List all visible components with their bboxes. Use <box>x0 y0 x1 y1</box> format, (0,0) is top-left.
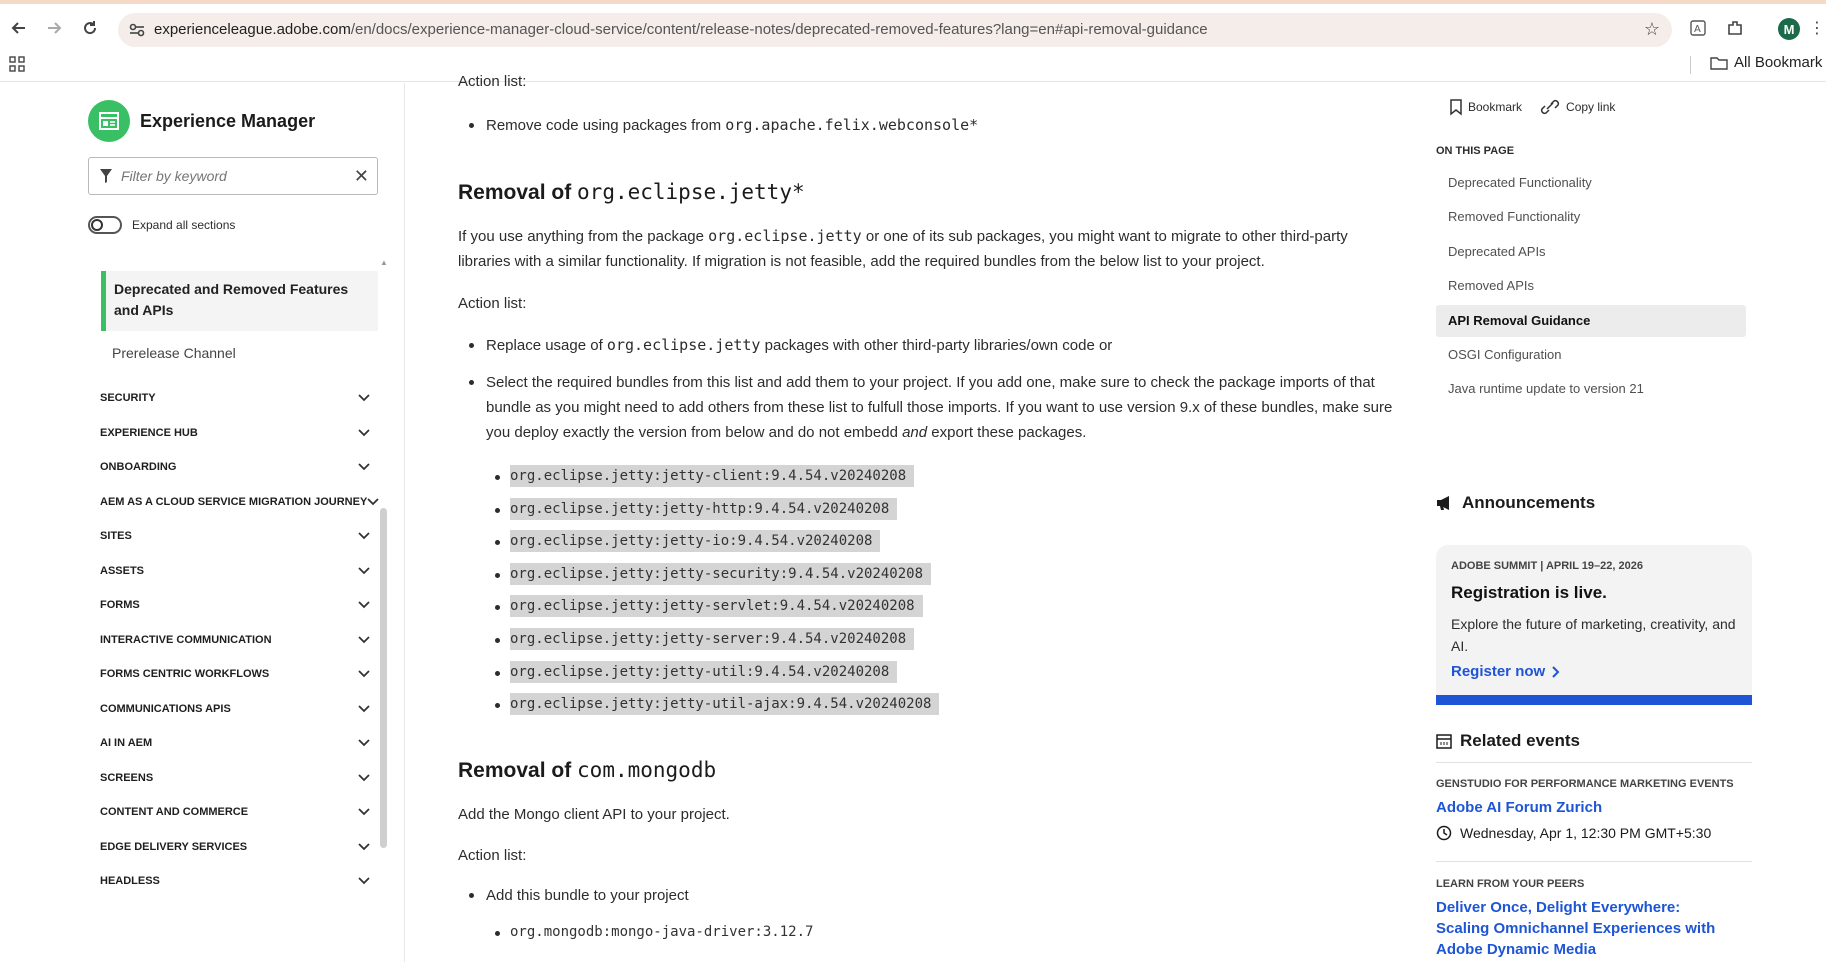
chevron-down-icon[interactable] <box>358 670 370 678</box>
chevron-down-icon[interactable] <box>358 739 370 747</box>
clock-icon <box>1436 825 1452 841</box>
related-events-label: Related events <box>1460 731 1580 750</box>
menu-icon[interactable]: ⋮ <box>1809 20 1825 37</box>
register-now-link[interactable] <box>1451 663 1559 680</box>
sidebar-section-label: SECURITY <box>100 392 156 404</box>
page-actions <box>1450 98 1615 116</box>
bundle-code: org.eclipse.jetty:jetty-servlet:9.4.54.v20240208 <box>510 595 923 617</box>
sidebar-item-prerelease-channel[interactable]: Prerelease Channel <box>112 345 236 361</box>
heading-code: com.mongodb <box>577 758 717 782</box>
divider <box>1436 861 1752 862</box>
promo-eyebrow: ADOBE SUMMIT | APRIL 19–22, 2026 <box>1451 560 1643 572</box>
sidebar-section-onboarding[interactable] <box>100 456 370 478</box>
bundle-code: org.eclipse.jetty:jetty-util:9.4.54.v20240208 <box>510 661 897 683</box>
back-icon[interactable] <box>5 14 33 42</box>
chevron-down-icon[interactable] <box>358 567 370 575</box>
sidebar-item-deprecated-removed[interactable]: Deprecated and Removed Features and APIs <box>101 271 378 331</box>
sidebar-section-interactive-communication[interactable] <box>100 629 370 651</box>
announcements-heading <box>1436 493 1595 513</box>
forward-icon[interactable] <box>40 14 68 42</box>
toc-link-api-removal-guidance[interactable]: API Removal Guidance <box>1436 305 1746 337</box>
chevron-down-icon[interactable] <box>358 808 370 816</box>
mongo-action-list <box>458 883 1358 908</box>
heading-removal-jetty <box>458 180 1358 205</box>
sidebar-section-label: SCREENS <box>100 771 154 784</box>
para-text: or one of its sub packages, you might want to migrate to other third-party libraries with a similar functionality. If migration is not feasible, add the required bundles from the below list to your project. <box>458 228 1348 270</box>
sidebar-section-label: CONTENT AND COMMERCE <box>100 806 249 818</box>
sidebar-section-screens[interactable] <box>100 767 370 789</box>
all-bookmarks-button[interactable] <box>1710 54 1822 71</box>
bundle-code: org.eclipse.jetty:jetty-security:9.4.54.v20240208 <box>510 563 931 585</box>
heading-removal-mongodb <box>458 758 1358 783</box>
sidebar-scrollbar[interactable] <box>380 508 387 848</box>
sidebar-section-communications-apis[interactable] <box>100 698 370 720</box>
sidebar-section-headless[interactable] <box>100 870 370 892</box>
bookmark-label: Bookmark <box>1468 100 1523 114</box>
sidebar-section-label: EDGE DELIVERY SERVICES <box>100 840 248 853</box>
list-item <box>458 370 1403 445</box>
chevron-down-icon[interactable] <box>358 843 370 851</box>
divider <box>1436 762 1752 763</box>
heading-text: Removal of <box>458 759 578 782</box>
sidebar-section-forms[interactable] <box>100 594 370 616</box>
chevron-down-icon[interactable] <box>358 463 370 471</box>
sidebar-section-label: EXPERIENCE HUB <box>100 426 198 439</box>
on-this-page-title: ON THIS PAGE <box>1436 145 1515 157</box>
bundle-list-item <box>458 561 939 594</box>
heading-code: org.eclipse.jetty* <box>577 180 805 204</box>
bookmarks-bar <box>0 48 1826 82</box>
event-category: GENSTUDIO FOR PERFORMANCE MARKETING EVENTS <box>1436 778 1734 790</box>
bundle-list-item <box>458 496 939 529</box>
toc-link-deprecated-functionality[interactable]: Deprecated Functionality <box>1448 175 1592 190</box>
chevron-down-icon[interactable] <box>358 429 370 437</box>
register-now-label: Register now <box>1451 663 1546 680</box>
sidebar-section-security[interactable] <box>100 387 370 409</box>
sidebar-section-ai-in-aem[interactable] <box>100 732 370 754</box>
promo-accent-bar <box>1436 695 1752 705</box>
chevron-right-icon <box>1551 666 1559 678</box>
copy-link-button[interactable] <box>1540 98 1615 116</box>
bookmark-button[interactable] <box>1450 99 1522 115</box>
browser-toolbar <box>0 4 1826 48</box>
list-text: Add this bundle to your project <box>486 887 689 904</box>
apps-grid-icon[interactable] <box>9 56 25 72</box>
sidebar-section-label: SITES <box>100 530 132 542</box>
para-text: If you use anything from the package <box>458 228 709 245</box>
right-rail <box>1416 83 1826 962</box>
sidebar-section-label: HEADLESS <box>100 875 160 887</box>
event-title-link[interactable]: Adobe AI Forum Zurich <box>1436 799 1603 816</box>
expand-all-toggle-row[interactable] <box>88 216 235 234</box>
bundle-code: org.eclipse.jetty:jetty-io:9.4.54.v20240208 <box>510 530 880 552</box>
list-text: packages with other third-party libraries/own code or <box>760 337 1113 354</box>
chevron-down-icon[interactable] <box>358 601 370 609</box>
bundle-code: org.eclipse.jetty:jetty-server:9.4.54.v20240208 <box>510 628 914 650</box>
experience-manager-logo-icon <box>88 100 130 142</box>
bundle-code: org.mongodb:mongo-java-driver:3.12.7 <box>510 924 814 940</box>
toc-link-removed-functionality[interactable]: Removed Functionality <box>1448 209 1581 225</box>
inline-code: org.apache.felix.webconsole* <box>725 116 979 134</box>
sidebar-section-label: ASSETS <box>100 564 145 577</box>
all-bookmarks-label: All Bookmark <box>1734 54 1823 71</box>
sidebar-section-label: AI IN AEM <box>100 737 153 749</box>
event-title-link[interactable]: Deliver Once, Delight Everywhere: Scaling Omnichannel Experiences with Adobe Dynamic Media <box>1436 899 1716 958</box>
list-item <box>458 919 813 952</box>
emphasis-text: and <box>902 424 928 441</box>
reload-icon[interactable] <box>76 14 104 42</box>
list-text: Remove code using packages from <box>486 117 726 134</box>
inline-code: org.eclipse.jetty <box>606 336 761 354</box>
bundle-code: org.eclipse.jetty:jetty-http:9.4.54.v20240208 <box>510 498 897 520</box>
chevron-down-icon[interactable] <box>367 498 379 506</box>
url-path: /en/docs/experience-manager-cloud-service/content/release-notes/deprecated-removed-features?lang=en#api-removal-guidance <box>350 21 1208 38</box>
heading-text: Removal of <box>458 181 578 204</box>
bundle-code: org.eclipse.jetty:jetty-client:9.4.54.v20240208 <box>510 465 914 487</box>
copy-link-label: Copy link <box>1566 100 1616 114</box>
sidebar-section-label: INTERACTIVE COMMUNICATION <box>100 633 272 646</box>
toc-link-osgi-configuration[interactable]: OSGI Configuration <box>1448 347 1562 362</box>
filter-icon <box>99 168 113 184</box>
bundle-list-item <box>458 528 939 561</box>
list-item <box>458 333 1403 358</box>
summit-promo-card[interactable] <box>1436 545 1752 705</box>
toc-link-deprecated-apis[interactable]: Deprecated APIs <box>1448 243 1546 259</box>
inline-code: org.eclipse.jetty <box>708 227 862 245</box>
action-list-label: Action list: <box>458 73 527 90</box>
sidebar-section-label: AEM AS A CLOUD SERVICE MIGRATION JOURNEY <box>100 495 368 508</box>
action-list-label: Action list: <box>458 295 527 312</box>
event-date-text: Wednesday, Apr 1, 12:30 PM GMT+5:30 <box>1460 825 1712 841</box>
jetty-action-list <box>458 333 1403 445</box>
sidebar-section-forms-centric-workflows[interactable] <box>100 663 370 685</box>
bundle-list-item <box>458 659 939 692</box>
sidebar-section-assets[interactable] <box>100 560 370 582</box>
event-category: LEARN FROM YOUR PEERS <box>1436 878 1585 890</box>
bookmark-star-icon[interactable]: ☆ <box>1643 19 1660 39</box>
related-events-heading <box>1436 731 1580 751</box>
chevron-down-icon[interactable] <box>358 532 370 540</box>
event-date <box>1436 825 1711 841</box>
calendar-icon <box>1436 733 1452 749</box>
product-brand[interactable] <box>88 100 315 142</box>
bundle-list-item <box>458 593 939 626</box>
bookmark-icon <box>1450 99 1462 115</box>
action-list-label: Action list: <box>458 847 527 864</box>
chevron-down-icon[interactable] <box>358 877 370 885</box>
sidebar-section-sites[interactable] <box>100 525 370 547</box>
list-item <box>458 883 1358 908</box>
mongo-paragraph: Add the Mongo client API to your project. <box>458 806 730 823</box>
announcements-label: Announcements <box>1462 493 1596 512</box>
bookmarks-separator <box>1690 56 1691 74</box>
sidebar-section-experience-hub[interactable] <box>100 422 370 444</box>
brand-title: Experience Manager <box>140 110 316 131</box>
clear-icon[interactable]: ✕ <box>353 166 369 186</box>
promo-title: Registration is live. <box>1451 583 1607 602</box>
bundle-list-item <box>458 463 939 496</box>
toc-link-removed-apis[interactable]: Removed APIs <box>1448 278 1534 294</box>
sidebar-section-label: FORMS CENTRIC WORKFLOWS <box>100 668 270 680</box>
sidebar-section-label: COMMUNICATIONS APIS <box>100 702 231 715</box>
expand-all-label: Expand all sections <box>132 218 236 232</box>
list-text: export these packages. <box>927 424 1087 441</box>
translate-icon[interactable] <box>1687 17 1709 39</box>
bundle-list-item <box>458 626 939 659</box>
chevron-down-icon[interactable] <box>358 394 370 402</box>
chevron-down-icon[interactable] <box>358 774 370 782</box>
extensions-icon[interactable] <box>1724 17 1746 39</box>
address-bar[interactable] <box>118 13 1672 47</box>
expand-all-toggle[interactable] <box>88 216 122 234</box>
left-nav-sidebar <box>0 83 405 962</box>
bundle-code: org.eclipse.jetty:jetty-util-ajax:9.4.54.v20240208 <box>510 693 939 715</box>
folder-icon <box>1710 56 1728 70</box>
toc-link-java-runtime-update-to-version-21[interactable]: Java runtime update to version 21 <box>1448 381 1644 397</box>
url-host: experienceleague.adobe.com <box>154 21 351 38</box>
profile-avatar[interactable]: M <box>1778 18 1800 40</box>
mongo-bundle-list <box>458 919 813 952</box>
list-text: Select the required bundles from this list and add them to your project. If you add one, make sure to check the package imports of that bundle as you might need to add others from these list to fulfull those imports. If you want to use version 9.x of these bundles, make sure you deploy exactly the version from below and do not embedd <box>486 374 1393 441</box>
chevron-down-icon[interactable] <box>358 636 370 644</box>
sidebar-section-label: ONBOARDING <box>100 461 177 473</box>
list-text: Replace usage of <box>486 337 607 354</box>
site-settings-icon[interactable] <box>128 21 146 39</box>
chevron-down-icon[interactable] <box>358 705 370 713</box>
scroll-up-icon[interactable]: ▲ <box>380 258 388 267</box>
jetty-bundle-list <box>458 463 939 724</box>
link-icon <box>1540 98 1560 116</box>
sidebar-section-label: FORMS <box>100 599 140 611</box>
sidebar-section-aem-as-a-cloud-service-migration-journey[interactable] <box>100 491 370 513</box>
svg-text:A: A <box>1694 24 1701 35</box>
promo-body: Explore the future of marketing, creativity, and AI. <box>1451 616 1736 654</box>
filter-input[interactable] <box>121 166 341 186</box>
jetty-paragraph <box>458 224 1358 274</box>
felix-action-list <box>458 113 1358 138</box>
megaphone-icon <box>1436 495 1454 511</box>
sidebar-section-edge-delivery-services[interactable] <box>100 836 370 858</box>
filter-field[interactable] <box>88 157 378 195</box>
url-text[interactable] <box>154 21 1208 38</box>
article-content <box>406 73 1416 962</box>
sidebar-section-content-and-commerce[interactable] <box>100 801 370 823</box>
list-item <box>458 113 1358 138</box>
bundle-list-item <box>458 691 939 724</box>
